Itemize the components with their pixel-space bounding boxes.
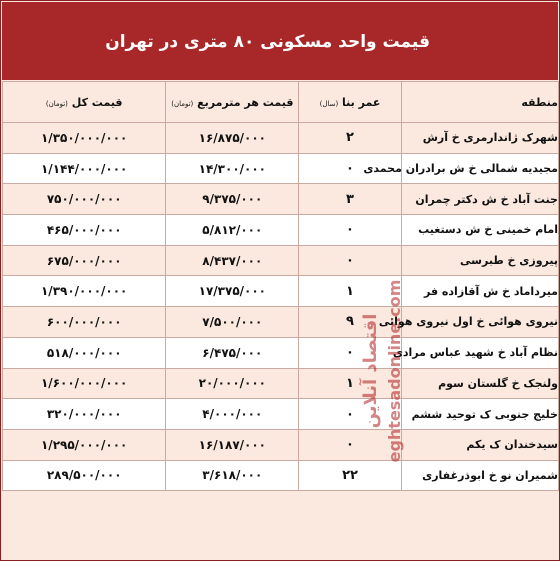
cell-age: ۰ (299, 429, 401, 460)
table-row (3, 276, 559, 307)
table-header-row (3, 82, 559, 123)
cell-price-per-meter: ۳/۶۱۸/۰۰۰ (166, 460, 299, 491)
cell-total-price: ۶۷۵/۰۰۰/۰۰۰ (3, 245, 166, 276)
cell-total-price: ۳۲۰/۰۰۰/۰۰۰ (3, 399, 166, 430)
cell-price-per-meter: ۵/۸۱۲/۰۰۰ (166, 215, 299, 246)
table-row (3, 307, 559, 338)
cell-total-price: ۵۱۸/۰۰۰/۰۰۰ (3, 337, 166, 368)
cell-total-price: ۱/۱۴۴/۰۰۰/۰۰۰ (3, 153, 166, 184)
cell-total-price: ۱/۶۰۰/۰۰۰/۰۰۰ (3, 368, 166, 399)
cell-age: ۰ (299, 337, 401, 368)
watermark-text-en: eghtesadonline.com (385, 279, 404, 463)
header-region: منطقه (401, 82, 558, 123)
table-row (3, 123, 559, 154)
cell-price-per-meter: ۷/۵۰۰/۰۰۰ (166, 307, 299, 338)
cell-region: پیروزی خ طبرسی (401, 245, 558, 276)
cell-price-per-meter: ۱۴/۳۰۰/۰۰۰ (166, 153, 299, 184)
table-row (3, 399, 559, 430)
header-price-per-meter: قیمت هر مترمربع (تومان) (166, 82, 299, 123)
cell-region: نیروی هوائی خ اول نیروی هوائی (401, 307, 558, 338)
cell-region: شهرک ژاندارمری خ آرش (401, 123, 558, 154)
cell-price-per-meter: ۱۷/۳۷۵/۰۰۰ (166, 276, 299, 307)
cell-price-per-meter: ۲۰/۰۰۰/۰۰۰ (166, 368, 299, 399)
cell-age: ۰ (299, 215, 401, 246)
cell-region: شمیران نو خ ابوذرغفاری (401, 460, 558, 491)
cell-region: مجیدیه شمالی خ ش برادران محمدی (401, 153, 558, 184)
cell-region: جنت آباد خ ش دکتر چمران (401, 184, 558, 215)
cell-age: ۱ (299, 276, 401, 307)
cell-age: ۲۲ (299, 460, 401, 491)
cell-age: ۱ (299, 368, 401, 399)
table-row (3, 460, 559, 491)
title-bar (2, 2, 558, 80)
page-title: قیمت واحد مسکونی ۸۰ متری در تهران (105, 32, 430, 52)
cell-total-price: ۲۸۹/۵۰۰/۰۰۰ (3, 460, 166, 491)
header-total-price: قیمت کل (تومان) (3, 82, 166, 123)
cell-region: امام خمینی خ ش دستغیب (401, 215, 558, 246)
table-row (3, 429, 559, 460)
cell-region: سیدخندان ک یکم (401, 429, 558, 460)
table-row (3, 245, 559, 276)
table-row (3, 184, 559, 215)
cell-region: خلیج جنوبی ک توحید ششم (401, 399, 558, 430)
header-age: عمر بنا (سال) (299, 82, 401, 123)
cell-age: ۲ (299, 123, 401, 154)
cell-age: ۰ (299, 245, 401, 276)
cell-region: نظام آباد خ شهید عباس مرادی (401, 337, 558, 368)
cell-price-per-meter: ۱۶/۱۸۷/۰۰۰ (166, 429, 299, 460)
cell-total-price: ۷۵۰/۰۰۰/۰۰۰ (3, 184, 166, 215)
cell-price-per-meter: ۱۶/۸۷۵/۰۰۰ (166, 123, 299, 154)
cell-total-price: ۱/۲۹۵/۰۰۰/۰۰۰ (3, 429, 166, 460)
cell-total-price: ۶۰۰/۰۰۰/۰۰۰ (3, 307, 166, 338)
cell-age: ۹ (299, 307, 401, 338)
cell-price-per-meter: ۸/۴۳۷/۰۰۰ (166, 245, 299, 276)
cell-total-price: ۱/۳۵۰/۰۰۰/۰۰۰ (3, 123, 166, 154)
cell-age: ۰ (299, 153, 401, 184)
cell-age: ۰ (299, 399, 401, 430)
cell-price-per-meter: ۶/۴۷۵/۰۰۰ (166, 337, 299, 368)
cell-price-per-meter: ۹/۳۷۵/۰۰۰ (166, 184, 299, 215)
cell-region: ولنجک خ گلستان سوم (401, 368, 558, 399)
cell-total-price: ۴۶۵/۰۰۰/۰۰۰ (3, 215, 166, 246)
cell-age: ۳ (299, 184, 401, 215)
table-row (3, 368, 559, 399)
cell-price-per-meter: ۴/۰۰۰/۰۰۰ (166, 399, 299, 430)
cell-region: میرداماد خ ش آقازاده فر (401, 276, 558, 307)
cell-total-price: ۱/۳۹۰/۰۰۰/۰۰۰ (3, 276, 166, 307)
price-table (2, 81, 559, 491)
table-row (3, 153, 559, 184)
watermark-text-fa: اقتصاد آنلاین (360, 313, 381, 429)
table-row (3, 337, 559, 368)
table-row (3, 215, 559, 246)
